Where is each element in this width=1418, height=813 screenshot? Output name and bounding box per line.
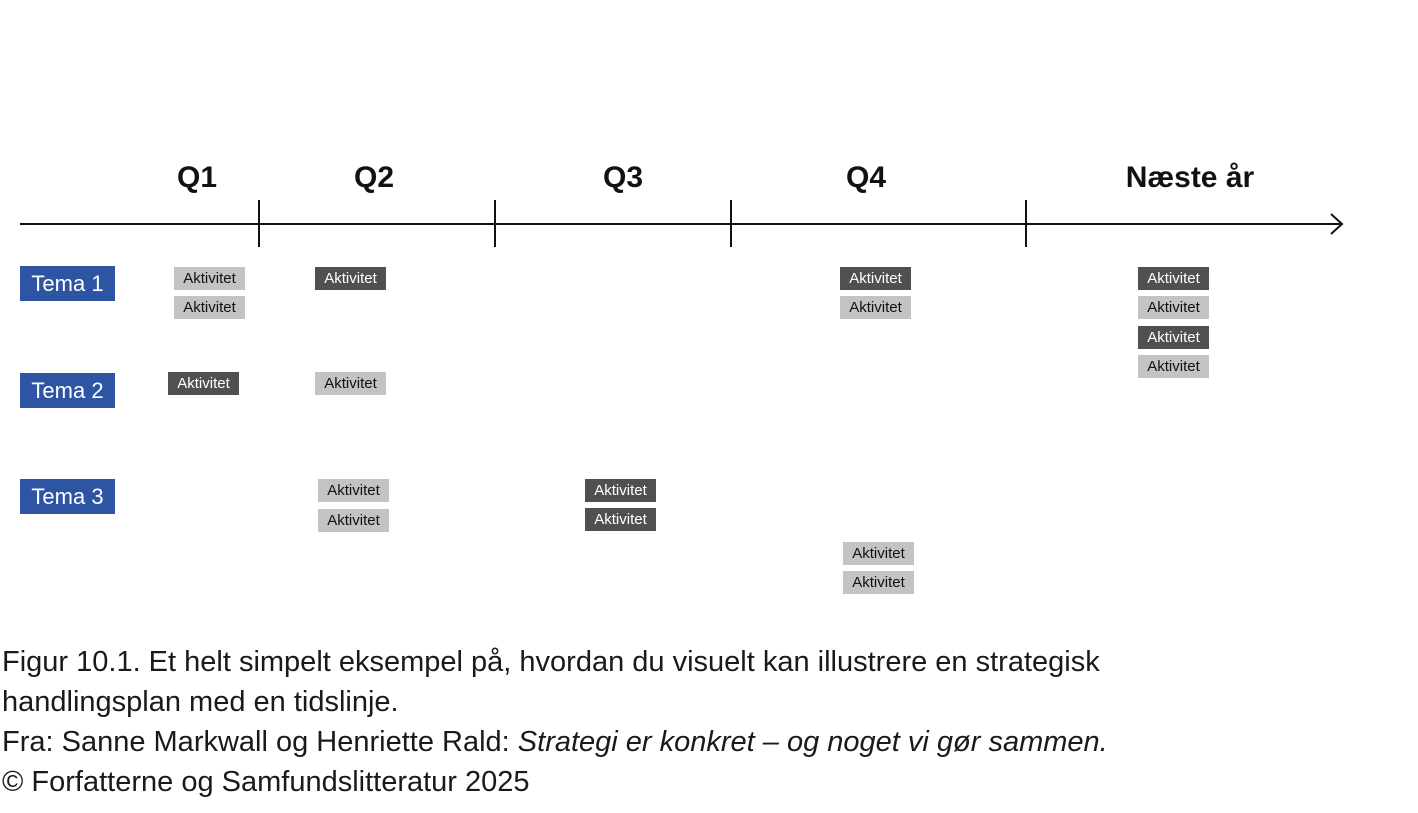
caption-line-1: Figur 10.1. Et helt simpelt eksempel på, hvordan du visuelt kan illustrere en strategisk	[2, 646, 1100, 678]
caption-copyright: © Forfatterne og Samfundslitteratur 2025	[2, 766, 530, 798]
caption-source-prefix: Fra: Sanne Markwall og Henriette Rald:	[2, 726, 518, 758]
period-label-q4: Q4	[845, 161, 887, 194]
caption-source-line	[2, 722, 1392, 762]
activity-tema2-q1-1: Aktivitet	[168, 372, 239, 395]
period-label-q3: Q3	[602, 161, 644, 194]
activity-tema1-next-3: Aktivitet	[1138, 326, 1209, 349]
activity-tema3-q3-1: Aktivitet	[585, 479, 656, 502]
activity-tema1-q1-2: Aktivitet	[174, 296, 245, 319]
period-label-q1: Q1	[176, 161, 218, 194]
activity-tema1-next-1: Aktivitet	[1138, 267, 1209, 290]
activity-tema1-q4-2: Aktivitet	[840, 296, 911, 319]
activity-tema3-q4-1: Aktivitet	[843, 542, 914, 565]
activity-tema1-next-4: Aktivitet	[1138, 355, 1209, 378]
period-label-q2: Q2	[353, 161, 395, 194]
activity-tema2-q2-1: Aktivitet	[315, 372, 386, 395]
theme-box-tema-3: Tema 3	[20, 479, 115, 514]
activity-tema3-q2-1: Aktivitet	[318, 479, 389, 502]
activity-tema1-q2-1: Aktivitet	[315, 267, 386, 290]
caption-book-title: Strategi er konkret – og noget vi gør sammen.	[517, 726, 1108, 758]
caption-line-2: handlingsplan med en tidslinje.	[2, 686, 399, 718]
activity-tema3-q3-2: Aktivitet	[585, 508, 656, 531]
activity-tema3-q4-2: Aktivitet	[843, 571, 914, 594]
theme-box-tema-1: Tema 1	[20, 266, 115, 301]
activity-tema1-q1-1: Aktivitet	[174, 267, 245, 290]
figure-caption	[2, 642, 1392, 802]
theme-box-tema-2: Tema 2	[20, 373, 115, 408]
activity-tema3-q2-2: Aktivitet	[318, 509, 389, 532]
period-label-next-year: Næste år	[1125, 161, 1255, 194]
activity-tema1-q4-1: Aktivitet	[840, 267, 911, 290]
activity-tema1-next-2: Aktivitet	[1138, 296, 1209, 319]
